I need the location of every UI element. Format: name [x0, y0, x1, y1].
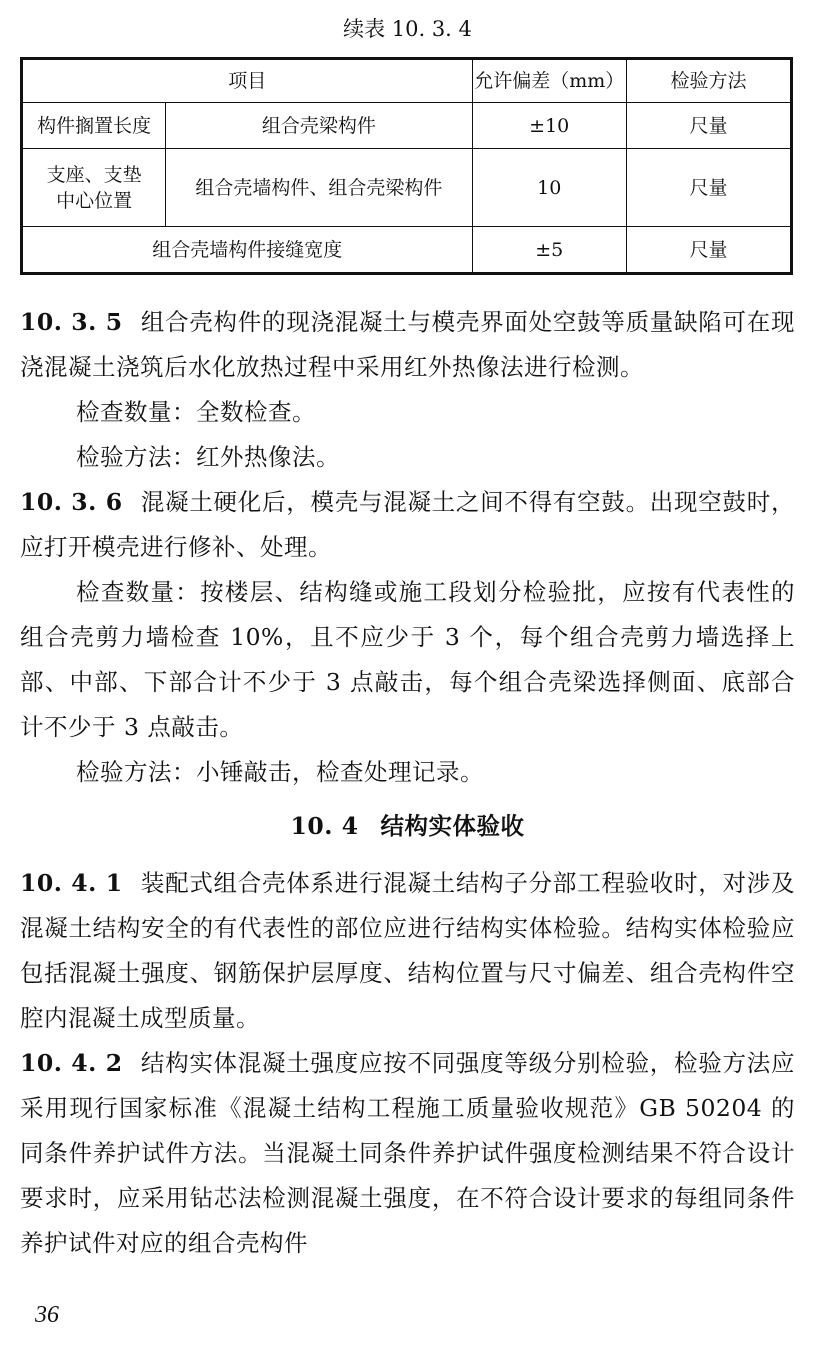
- check-quantity: 检查数量：按楼层、结构缝或施工段划分检验批，应按有代表性的组合壳剪力墙检查 10%，且不应少于 3 个，每个组合壳剪力墙选择上部、中部、下部合计不少于 3 点敲击，每个组合壳梁选择侧面、底部合计不少于 3 点敲击。: [20, 578, 795, 741]
- clause-number: 10. 4. 1: [20, 869, 123, 897]
- clause-10-3-6: [20, 480, 795, 570]
- cell-group-line: 中心位置: [56, 189, 133, 212]
- clause-text: 装配式组合壳体系进行混凝土结构子分部工程验收时，对涉及混凝土结构安全的有代表性的部位应进行结构实体检验。结构实体检验应包括混凝土强度、钢筋保护层厚度、结构位置与尺寸偏差、组合壳构件空腔内混凝土成型质量。: [20, 869, 795, 1032]
- table-caption: 续表 10. 3. 4: [343, 17, 472, 41]
- check-method: 检验方法：小锤敲击，检查处理记录。: [76, 758, 484, 786]
- cell-method: 尺量: [626, 103, 791, 149]
- page-number: 36: [35, 1302, 59, 1328]
- clause-text: 组合壳构件的现浇混凝土与模壳界面处空鼓等质量缺陷可在现浇混凝土浇筑后水化放热过程中采用红外热像法进行检测。: [20, 308, 795, 381]
- clause-10-4-1: [20, 861, 795, 1041]
- clause-10-4-2: [20, 1041, 795, 1266]
- cell-method: 尺量: [626, 149, 791, 227]
- header-tolerance: 允许偏差（mm）: [472, 59, 626, 103]
- table-row: [22, 149, 792, 227]
- cell-method: 尺量: [626, 227, 791, 274]
- section-title: 结构实体验收: [380, 812, 525, 840]
- clause-text: 结构实体混凝土强度应按不同强度等级分别检验，检验方法应采用现行国家标准《混凝土结构工程施工质量验收规范》GB 50204 的同条件养护试件方法。当混凝土同条件养护试件强度检测结果不符合设计要求时，应采用钻芯法检测混凝土强度，在不符合设计要求的每组同条件养护试件对应的组合壳构件: [20, 1049, 795, 1257]
- table-header-row: [22, 59, 792, 103]
- body-text: [20, 300, 795, 1266]
- clause-number: 10. 3. 5: [20, 308, 123, 336]
- cell-tolerance: ±5: [472, 227, 626, 274]
- cell-group-line: 支座、支垫: [46, 163, 142, 186]
- cell-tolerance: 10: [472, 149, 626, 227]
- cell-item: 组合壳梁构件: [166, 103, 472, 149]
- check-quantity: 检查数量：全数检查。: [76, 398, 316, 426]
- cell-item: 组合壳墙构件、组合壳梁构件: [166, 149, 472, 227]
- cell-item: 组合壳墙构件接缝宽度: [22, 227, 473, 274]
- table-row: [22, 227, 792, 274]
- section-number: 10. 4: [290, 812, 359, 840]
- clause-number: 10. 4. 2: [20, 1049, 123, 1077]
- clause-text: 混凝土硬化后，模壳与混凝土之间不得有空鼓。出现空鼓时，应打开模壳进行修补、处理。: [20, 488, 795, 561]
- table-row: [22, 103, 792, 149]
- cell-group: [22, 149, 166, 227]
- check-method: 检验方法：红外热像法。: [76, 443, 340, 471]
- clause-10-3-5: [20, 300, 795, 390]
- header-method: 检验方法: [626, 59, 791, 103]
- header-item: 项目: [22, 59, 473, 103]
- cell-group: 构件搁置长度: [22, 103, 166, 149]
- section-heading: [20, 801, 795, 851]
- tolerance-table: [20, 57, 793, 275]
- clause-number: 10. 3. 6: [20, 488, 123, 516]
- cell-tolerance: ±10: [472, 103, 626, 149]
